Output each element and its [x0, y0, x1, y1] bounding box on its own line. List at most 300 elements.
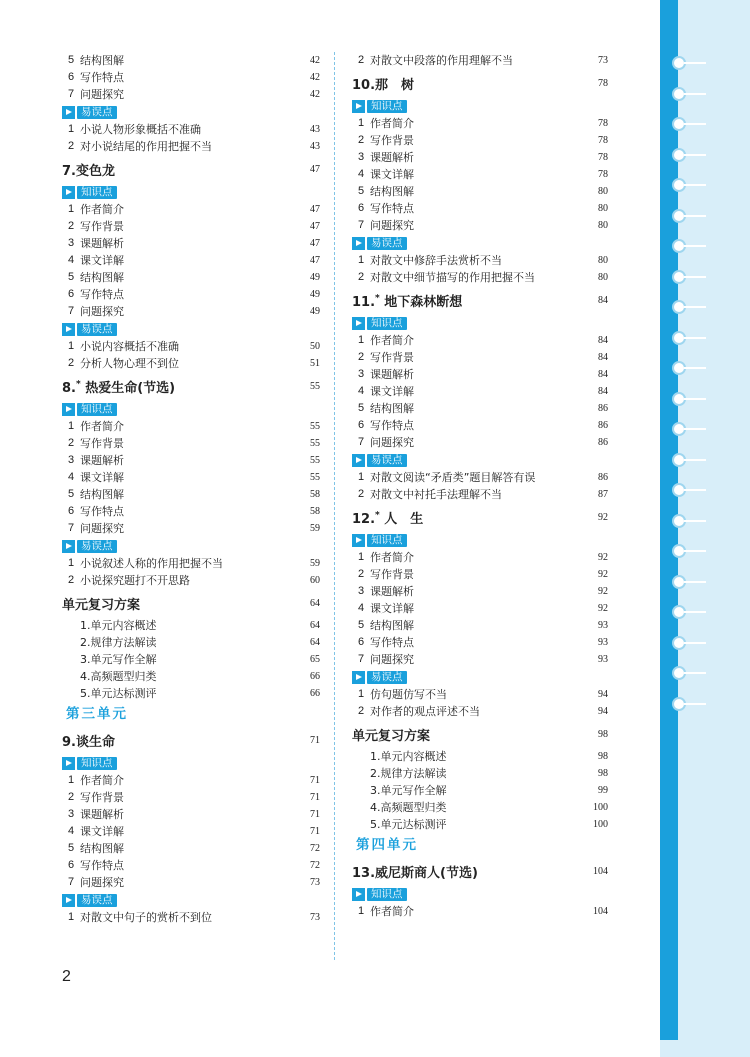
toc-entry-text: 结构图解: [80, 842, 124, 855]
toc-entry-page: 59: [310, 523, 320, 534]
toc-entry-label: [62, 617, 157, 634]
toc-entry-page: 93: [598, 620, 608, 631]
toc-entry[interactable]: [62, 617, 320, 634]
toc-entry-page: 50: [310, 341, 320, 352]
toc-entry[interactable]: [352, 816, 608, 833]
toc-entry-label: [352, 816, 447, 833]
lesson-10-title[interactable]: 10.那 树 78: [352, 77, 608, 93]
toc-entry-label: [62, 806, 124, 823]
tag-knowledge-points: 知识点: [62, 754, 320, 772]
toc-entry-text: 课题解析: [80, 454, 124, 467]
toc-entry-label: [62, 435, 124, 452]
binder-hole-icon: [672, 422, 686, 436]
toc-entry-text: 结构图解: [80, 271, 124, 284]
toc-entry-label: [352, 200, 414, 217]
toc-entry-page: 80: [598, 255, 608, 266]
unit-review-title[interactable]: 单元复习方案 64: [62, 597, 320, 613]
toc-entry-label: [62, 668, 157, 685]
toc-entry-label: [352, 166, 414, 183]
toc-entry[interactable]: [62, 121, 320, 138]
toc-entry-label: [62, 418, 124, 435]
toc-list: [62, 338, 320, 372]
toc-entry-page: 104: [593, 906, 608, 917]
toc-entry-number: 7: [357, 653, 365, 665]
toc-entry[interactable]: [62, 355, 320, 372]
toc-entry-number: 1: [357, 551, 365, 563]
toc-entry-label: [352, 149, 414, 166]
toc-entry-number: 1: [357, 471, 365, 483]
toc-entry-text: 作者简介: [370, 905, 414, 918]
binder-hole-icon: [672, 575, 686, 589]
play-arrow-icon: [62, 894, 75, 907]
toc-entry[interactable]: [62, 286, 320, 303]
toc-entry-label: [62, 555, 223, 572]
toc-entry[interactable]: [352, 217, 608, 234]
toc-entry-text: 写作特点: [80, 71, 124, 84]
toc-entry[interactable]: [352, 600, 608, 617]
toc-entry-number: 3: [357, 368, 365, 380]
tag-knowledge-points: 知识点: [352, 531, 608, 549]
toc-entry-text: 作者简介: [370, 334, 414, 347]
toc-right-column: [352, 52, 608, 920]
toc-entry[interactable]: [62, 235, 320, 252]
binder-hole-icon: [672, 331, 686, 345]
unit-4-heading: 第四单元: [356, 837, 418, 853]
toc-entry-text: 写作特点: [370, 202, 414, 215]
toc-entry[interactable]: [352, 903, 608, 920]
toc-entry-text: 仿句题仿写不当: [370, 688, 447, 701]
toc-entry-text: 写作特点: [80, 859, 124, 872]
binder-hole-icon: [672, 178, 686, 192]
binder-hole-icon: [672, 148, 686, 162]
toc-entry[interactable]: [352, 583, 608, 600]
toc-entry-text: 课题解析: [80, 237, 124, 250]
toc-entry[interactable]: [62, 772, 320, 789]
toc-list: [62, 418, 320, 537]
toc-entry-page: 64: [310, 637, 320, 648]
toc-entry-number: 6: [67, 505, 75, 517]
toc-entry-label: [352, 400, 414, 417]
toc-entry-page: 73: [310, 912, 320, 923]
toc-entry-number: 2: [357, 54, 365, 66]
toc-entry-page: 86: [598, 403, 608, 414]
toc-entry-page: 71: [310, 792, 320, 803]
toc-entry[interactable]: [62, 685, 320, 702]
toc-entry-page: 65: [310, 654, 320, 665]
toc-entry[interactable]: [352, 703, 608, 720]
tag-knowledge-points: 知识点: [352, 97, 608, 115]
column-divider: [334, 52, 335, 960]
toc-entry-text: 写作背景: [80, 220, 124, 233]
toc-entry[interactable]: [62, 840, 320, 857]
toc-entry-label: [352, 634, 414, 651]
toc-entry-label: [62, 201, 124, 218]
toc-entry[interactable]: [352, 799, 608, 816]
toc-entry-text: 课文详解: [370, 602, 414, 615]
toc-entry-label: [352, 583, 414, 600]
toc-entry-text: 写作背景: [370, 134, 414, 147]
toc-entry[interactable]: [352, 349, 608, 366]
toc-entry-text: 问题探究: [370, 653, 414, 666]
lesson-8-title[interactable]: 8.* 热爱生命(节选) 55: [62, 379, 320, 396]
toc-entry[interactable]: [352, 252, 608, 269]
toc-entry[interactable]: [62, 555, 320, 572]
lesson-11-title[interactable]: 11.* 地下森林断想 84: [352, 293, 608, 310]
toc-entry-label: [62, 138, 212, 155]
toc-entry-text: 对散文中段落的作用理解不当: [370, 54, 513, 67]
toc-entry-number: 1: [357, 117, 365, 129]
binder-hole-icon: [672, 392, 686, 406]
toc-entry-text: 问题探究: [80, 88, 124, 101]
toc-entry[interactable]: [62, 435, 320, 452]
toc-entry-page: 84: [598, 369, 608, 380]
toc-entry-label: [62, 452, 124, 469]
toc-entry-label: [62, 218, 124, 235]
toc-entry-page: 55: [310, 421, 320, 432]
unit-review-title[interactable]: 单元复习方案 98: [352, 728, 608, 744]
toc-entry[interactable]: [352, 469, 608, 486]
toc-entry-label: [352, 748, 447, 765]
toc-entry-page: 73: [598, 55, 608, 66]
toc-entry[interactable]: [62, 909, 320, 926]
toc-entry-page: 92: [598, 586, 608, 597]
toc-entry-label: [62, 69, 124, 86]
toc-entry-text: 对小说结尾的作用把握不当: [80, 140, 212, 153]
toc-entry-page: 43: [310, 124, 320, 135]
toc-entry[interactable]: [62, 857, 320, 874]
binder-hole-icon: [672, 239, 686, 253]
binder-hole-icon: [672, 544, 686, 558]
toc-entry[interactable]: [352, 549, 608, 566]
toc-entry[interactable]: [352, 132, 608, 149]
binder-hole-icon: [672, 209, 686, 223]
toc-entry[interactable]: [352, 183, 608, 200]
toc-entry[interactable]: [62, 138, 320, 155]
toc-entry-text: 写作背景: [80, 791, 124, 804]
toc-entry[interactable]: [352, 566, 608, 583]
toc-entry[interactable]: [62, 668, 320, 685]
toc-entry-label: [352, 765, 447, 782]
toc-entry-number: 4: [67, 471, 75, 483]
toc-entry[interactable]: [352, 400, 608, 417]
toc-entry-number: 2: [357, 271, 365, 283]
toc-entry[interactable]: [62, 303, 320, 320]
play-arrow-icon: [62, 757, 75, 770]
toc-entry-page: 98: [598, 768, 608, 779]
toc-entry-number: 6: [357, 419, 365, 431]
toc-entry-text: 写作特点: [370, 419, 414, 432]
toc-entry-text: 问题探究: [370, 219, 414, 232]
toc-entry[interactable]: [62, 338, 320, 355]
toc-entry-page: 86: [598, 472, 608, 483]
toc-entry-number: 3: [67, 237, 75, 249]
tag-knowledge-points: 知识点: [62, 400, 320, 418]
toc-entry-number: 1: [67, 774, 75, 786]
toc-entry-text: 5.单元达标测评: [80, 687, 157, 700]
toc-entry-label: [352, 417, 414, 434]
toc-entry-text: 分析人物心理不到位: [80, 357, 179, 370]
toc-entry-number: 3: [357, 151, 365, 163]
toc-entry-text: 小说叙述人称的作用把握不当: [80, 557, 223, 570]
toc-entry-text: 课题解析: [80, 808, 124, 821]
toc-entry-text: 对散文中句子的赏析不到位: [80, 911, 212, 924]
toc-entry-page: 86: [598, 437, 608, 448]
lesson-9-title[interactable]: 9.谈生命 71: [62, 734, 320, 750]
toc-entry-label: [62, 286, 124, 303]
toc-entry-number: 2: [67, 220, 75, 232]
toc-entry[interactable]: [62, 651, 320, 668]
toc-entry-page: 94: [598, 689, 608, 700]
toc-entry-label: [352, 366, 414, 383]
toc-entry-page: 47: [310, 255, 320, 266]
toc-list: [62, 52, 320, 103]
toc-entry-label: [352, 486, 502, 503]
toc-list: [62, 555, 320, 589]
toc-entry-number: 6: [357, 202, 365, 214]
toc-entry[interactable]: [352, 417, 608, 434]
toc-entry-number: 2: [67, 357, 75, 369]
toc-entry[interactable]: [62, 503, 320, 520]
toc-entry-text: 课文详解: [80, 825, 124, 838]
toc-list: [352, 52, 608, 69]
toc-entry-text: 对作者的观点评述不当: [370, 705, 480, 718]
toc-entry-number: 2: [67, 140, 75, 152]
toc-list: [352, 686, 608, 720]
binder-hole-icon: [672, 270, 686, 284]
toc-entry[interactable]: [352, 366, 608, 383]
toc-entry-label: [62, 840, 124, 857]
toc-entry-page: 49: [310, 306, 320, 317]
toc-entry[interactable]: [62, 520, 320, 537]
toc-entry[interactable]: [62, 789, 320, 806]
toc-entry-number: 7: [357, 436, 365, 448]
play-arrow-icon: [62, 106, 75, 119]
toc-entry-text: 小说探究题打不开思路: [80, 574, 190, 587]
toc-entry-number: 4: [67, 825, 75, 837]
toc-entry-page: 78: [598, 152, 608, 163]
toc-entry[interactable]: [62, 469, 320, 486]
toc-entry-text: 作者简介: [80, 203, 124, 216]
play-arrow-icon: [352, 671, 365, 684]
binder-hole-icon: [672, 87, 686, 101]
toc-entry-page: 55: [310, 472, 320, 483]
toc-entry-label: [62, 235, 124, 252]
toc-entry-page: 71: [310, 775, 320, 786]
toc-entry-text: 问题探究: [80, 876, 124, 889]
binder-hole-icon: [672, 117, 686, 131]
toc-entry[interactable]: [352, 617, 608, 634]
play-arrow-icon: [352, 317, 365, 330]
toc-entry-page: 80: [598, 186, 608, 197]
toc-entry-number: 7: [67, 88, 75, 100]
toc-list: [352, 903, 608, 920]
toc-entry-label: [62, 520, 124, 537]
toc-entry-page: 71: [310, 809, 320, 820]
toc-entry-text: 作者简介: [80, 420, 124, 433]
toc-entry-text: 课文详解: [370, 385, 414, 398]
toc-entry-number: 3: [67, 454, 75, 466]
toc-entry-page: 98: [598, 751, 608, 762]
toc-entry-page: 43: [310, 141, 320, 152]
toc-entry[interactable]: [62, 269, 320, 286]
toc-entry-number: 2: [357, 134, 365, 146]
toc-entry-text: 写作特点: [80, 288, 124, 301]
toc-entry-label: [352, 383, 414, 400]
toc-entry-page: 78: [598, 169, 608, 180]
toc-entry[interactable]: [352, 434, 608, 451]
lesson-13-title[interactable]: 13.威尼斯商人(节选) 104: [352, 865, 608, 881]
lesson-12-title[interactable]: 12.* 人 生 92: [352, 510, 608, 527]
toc-entry-label: [352, 617, 414, 634]
toc-entry[interactable]: [352, 52, 608, 69]
toc-entry[interactable]: [62, 572, 320, 589]
toc-entry[interactable]: [62, 418, 320, 435]
toc-entry-text: 1.单元内容概述: [370, 750, 447, 763]
tag-error-points: 易误点: [62, 320, 320, 338]
binder-hole-icon: [672, 361, 686, 375]
toc-entry-label: [62, 772, 124, 789]
toc-entry-page: 66: [310, 688, 320, 699]
toc-entry-text: 课文详解: [80, 471, 124, 484]
toc-entry[interactable]: [352, 748, 608, 765]
toc-entry-number: 6: [67, 859, 75, 871]
toc-entry-label: [352, 183, 414, 200]
toc-entry-number: 1: [357, 334, 365, 346]
toc-entry-text: 课题解析: [370, 151, 414, 164]
toc-entry-number: 3: [357, 585, 365, 597]
toc-entry-page: 66: [310, 671, 320, 682]
toc-entry-page: 47: [310, 238, 320, 249]
toc-entry[interactable]: [352, 634, 608, 651]
toc-entry[interactable]: [352, 686, 608, 703]
toc-entry[interactable]: [352, 486, 608, 503]
toc-entry[interactable]: [62, 452, 320, 469]
toc-entry[interactable]: [62, 823, 320, 840]
toc-list: [352, 252, 608, 286]
unit-3-heading: 第三单元: [66, 706, 128, 722]
toc-entry[interactable]: [352, 149, 608, 166]
binder-hole-icon: [672, 697, 686, 711]
toc-entry-label: [352, 903, 414, 920]
toc-entry[interactable]: [352, 332, 608, 349]
toc-entry-number: 2: [357, 568, 365, 580]
toc-entry-label: [352, 600, 414, 617]
play-arrow-icon: [62, 186, 75, 199]
toc-entry[interactable]: [352, 782, 608, 799]
toc-entry-text: 结构图解: [370, 185, 414, 198]
toc-entry[interactable]: [62, 252, 320, 269]
toc-entry-text: 对散文中修辞手法赏析不当: [370, 254, 502, 267]
toc-entry[interactable]: [62, 218, 320, 235]
toc-entry-number: 4: [67, 254, 75, 266]
toc-entry-page: 78: [598, 118, 608, 129]
toc-entry-page: 84: [598, 386, 608, 397]
toc-entry-text: 对散文中衬托手法理解不当: [370, 488, 502, 501]
toc-entry[interactable]: [352, 200, 608, 217]
binder-hole-icon: [672, 636, 686, 650]
toc-entry-number: 5: [67, 488, 75, 500]
toc-entry-number: 2: [67, 574, 75, 586]
toc-entry[interactable]: [62, 52, 320, 69]
toc-entry-number: 4: [357, 602, 365, 614]
toc-entry-label: [352, 332, 414, 349]
toc-entry-page: 59: [310, 558, 320, 569]
toc-entry-label: [352, 651, 414, 668]
toc-entry-number: 2: [67, 437, 75, 449]
toc-entry-page: 42: [310, 55, 320, 66]
toc-entry-text: 问题探究: [370, 436, 414, 449]
toc-entry-page: 73: [310, 877, 320, 888]
toc-entry-label: [62, 874, 124, 891]
toc-entry-label: [352, 703, 480, 720]
toc-list: [352, 115, 608, 234]
toc-entry[interactable]: [62, 86, 320, 103]
play-arrow-icon: [352, 888, 365, 901]
toc-entry[interactable]: [62, 874, 320, 891]
toc-entry-label: [352, 782, 447, 799]
toc-list: [62, 617, 320, 702]
toc-entry-page: 42: [310, 72, 320, 83]
toc-entry[interactable]: [62, 486, 320, 503]
toc-entry-label: [62, 86, 124, 103]
toc-entry-text: 结构图解: [80, 54, 124, 67]
toc-entry[interactable]: [62, 69, 320, 86]
toc-entry-text: 课题解析: [370, 585, 414, 598]
toc-entry-text: 结构图解: [80, 488, 124, 501]
toc-list: [62, 121, 320, 155]
toc-entry-text: 作者简介: [80, 774, 124, 787]
toc-entry[interactable]: [352, 765, 608, 782]
binder-hole-icon: [672, 300, 686, 314]
toc-entry-label: [352, 799, 447, 816]
toc-entry-label: [62, 789, 124, 806]
toc-entry-text: 作者简介: [370, 117, 414, 130]
toc-entry-label: [62, 572, 190, 589]
toc-entry-label: [352, 549, 414, 566]
toc-entry[interactable]: [352, 166, 608, 183]
toc-entry-page: 47: [310, 221, 320, 232]
binder-hole-icon: [672, 56, 686, 70]
toc-entry-text: 结构图解: [370, 402, 414, 415]
toc-entry-text: 2.规律方法解读: [80, 636, 157, 649]
toc-entry[interactable]: [62, 634, 320, 651]
toc-entry[interactable]: [352, 651, 608, 668]
toc-list: [352, 748, 608, 833]
toc-entry-text: 写作特点: [370, 636, 414, 649]
toc-entry-label: [352, 434, 414, 451]
toc-list: [62, 201, 320, 320]
toc-entry-number: 1: [357, 254, 365, 266]
lesson-7-title[interactable]: 7.变色龙 47: [62, 163, 320, 179]
toc-entry[interactable]: [62, 201, 320, 218]
tag-error-points: 易误点: [62, 537, 320, 555]
toc-entry-text: 课文详解: [80, 254, 124, 267]
toc-entry-label: [62, 685, 157, 702]
toc-entry-text: 3.单元写作全解: [370, 784, 447, 797]
toc-entry-label: [62, 52, 124, 69]
toc-entry-page: 80: [598, 203, 608, 214]
toc-entry-page: 80: [598, 272, 608, 283]
toc-entry-text: 对散文阅读“矛盾类”题目解答有误: [370, 471, 536, 484]
toc-entry[interactable]: [352, 115, 608, 132]
toc-entry-page: 60: [310, 575, 320, 586]
toc-entry[interactable]: [352, 269, 608, 286]
toc-entry[interactable]: [62, 806, 320, 823]
toc-entry-label: [62, 469, 124, 486]
toc-entry-page: 55: [310, 455, 320, 466]
toc-entry[interactable]: [352, 383, 608, 400]
toc-entry-page: 71: [310, 826, 320, 837]
